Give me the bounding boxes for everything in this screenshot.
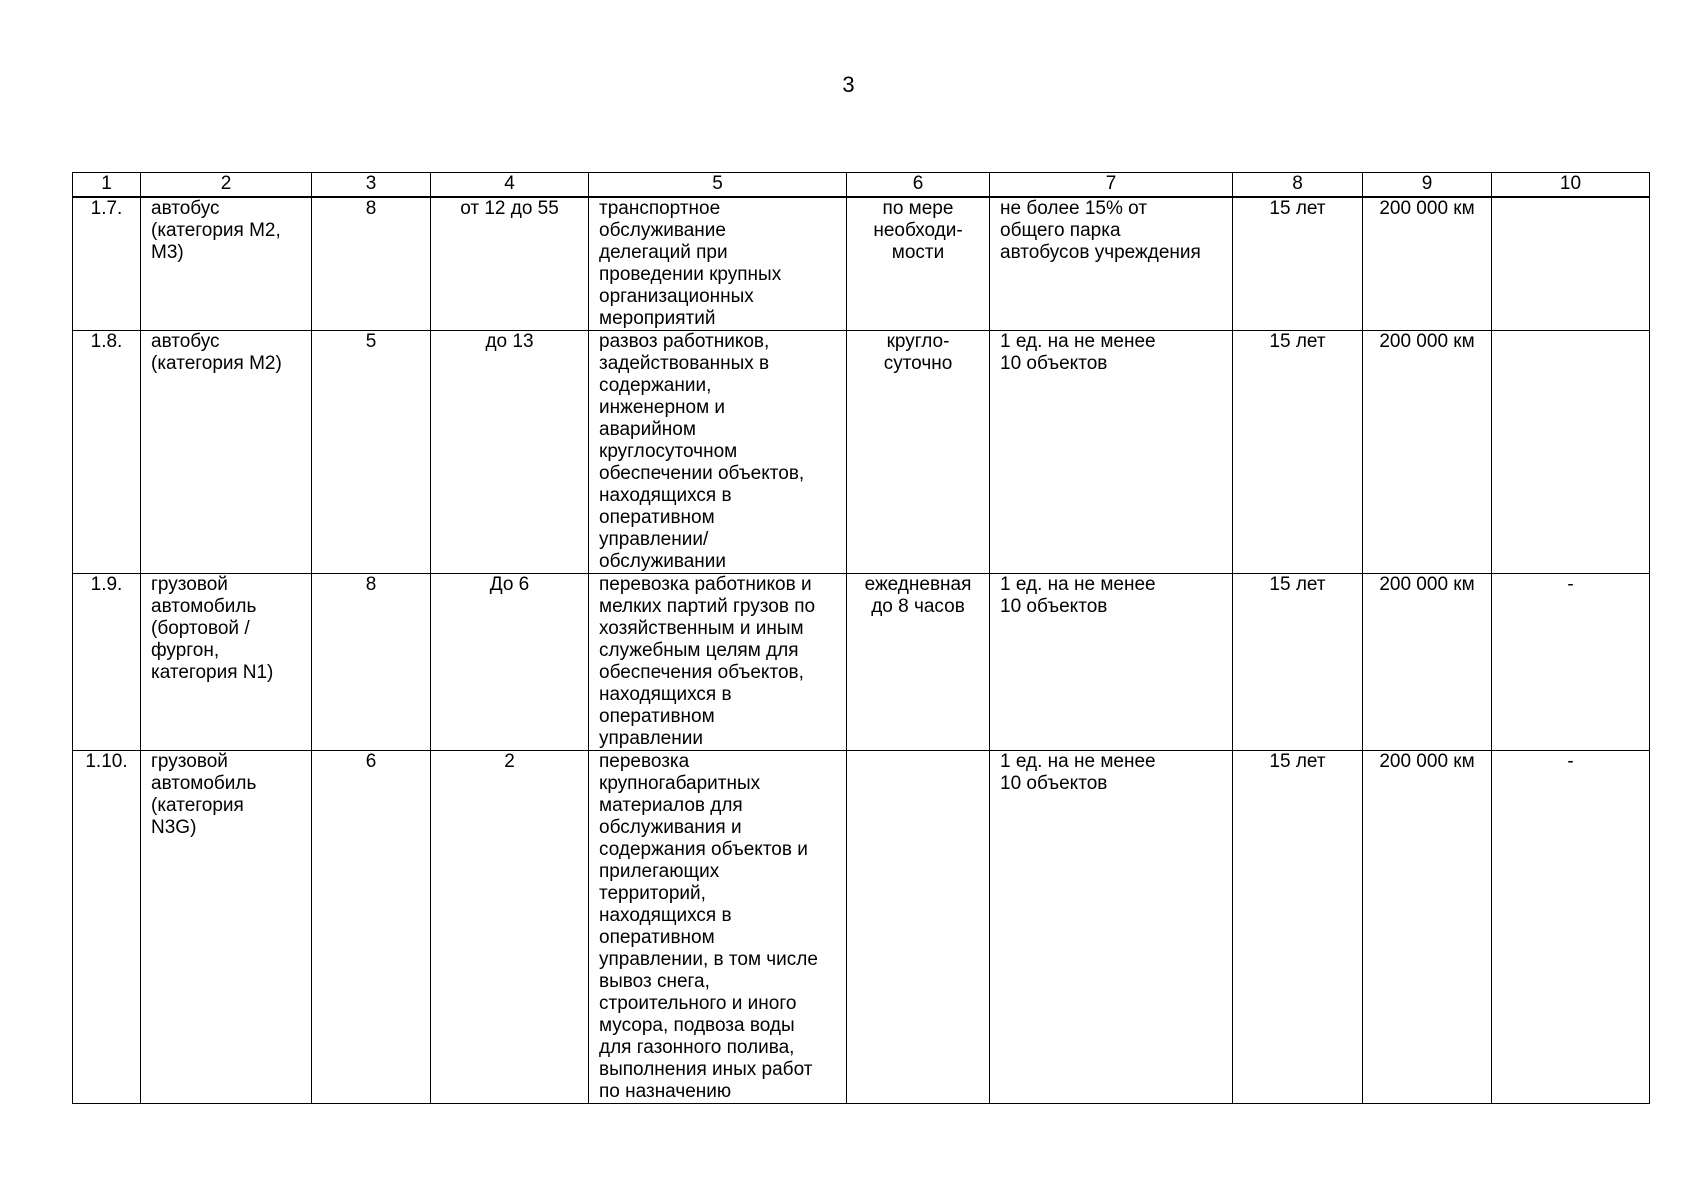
column-header: 10: [1492, 173, 1650, 198]
table-header-row: [73, 173, 1650, 198]
note-cell: -: [1492, 751, 1650, 1104]
vehicle-type-cell: автобус (категория М2, М3): [141, 197, 312, 331]
mileage-cell: 200 000 км: [1363, 574, 1492, 751]
column-header: 8: [1233, 173, 1363, 198]
service-life-cell: 15 лет: [1233, 751, 1363, 1104]
usage-mode-cell: ежедневная до 8 часов: [847, 574, 990, 751]
column-header: 5: [589, 173, 847, 198]
service-life-cell: 15 лет: [1233, 574, 1363, 751]
row-number-cell: 1.10.: [73, 751, 141, 1104]
note-cell: -: [1492, 574, 1650, 751]
quantity-cell: 5: [312, 331, 431, 574]
column-header: 9: [1363, 173, 1492, 198]
row-number-cell: 1.9.: [73, 574, 141, 751]
row-number-cell: 1.8.: [73, 331, 141, 574]
page-number: 3: [842, 72, 855, 97]
service-life-cell: 15 лет: [1233, 197, 1363, 331]
norm-cell: 1 ед. на не менее 10 объектов: [990, 331, 1233, 574]
vehicle-norms-table: [72, 172, 1650, 1104]
vehicle-type-cell: автобус (категория М2): [141, 331, 312, 574]
purpose-cell: перевозка работников и мелких партий грузов по хозяйственным и иным служебным целям для обеспечения объектов, находящихся в оперативном управлении: [589, 574, 847, 751]
purpose-cell: транспортное обслуживание делегаций при проведении крупных организационных мероприятий: [589, 197, 847, 331]
row-number-cell: 1.7.: [73, 197, 141, 331]
table-row: [73, 751, 1650, 1104]
mileage-cell: 200 000 км: [1363, 331, 1492, 574]
column-header: 4: [431, 173, 589, 198]
vehicle-type-cell: грузовой автомобиль (категория N3G): [141, 751, 312, 1104]
usage-mode-cell: кругло- суточно: [847, 331, 990, 574]
quantity-cell: 8: [312, 197, 431, 331]
norm-cell: не более 15% от общего парка автобусов учреждения: [990, 197, 1233, 331]
capacity-cell: 2: [431, 751, 589, 1104]
service-life-cell: 15 лет: [1233, 331, 1363, 574]
usage-mode-cell: [847, 751, 990, 1104]
note-cell: [1492, 331, 1650, 574]
capacity-cell: до 13: [431, 331, 589, 574]
column-header: 3: [312, 173, 431, 198]
column-header: 1: [73, 173, 141, 198]
quantity-cell: 6: [312, 751, 431, 1104]
column-header: 2: [141, 173, 312, 198]
table-row: [73, 197, 1650, 331]
usage-mode-cell: по мере необходи- мости: [847, 197, 990, 331]
note-cell: [1492, 197, 1650, 331]
table-row: [73, 331, 1650, 574]
purpose-cell: развоз работников, задействованных в содержании, инженерном и аварийном круглосуточном обеспечении объектов, находящихся в оперативном управлении/ обслуживании: [589, 331, 847, 574]
capacity-cell: До 6: [431, 574, 589, 751]
quantity-cell: 8: [312, 574, 431, 751]
norm-cell: 1 ед. на не менее 10 объектов: [990, 751, 1233, 1104]
capacity-cell: от 12 до 55: [431, 197, 589, 331]
column-header: 6: [847, 173, 990, 198]
mileage-cell: 200 000 км: [1363, 751, 1492, 1104]
table-row: [73, 574, 1650, 751]
purpose-cell: перевозка крупногабаритных материалов для обслуживания и содержания объектов и прилегающих территорий, находящихся в оперативном управлении, в том числе вывоз снега, строительного и иного мусора, подвоза воды для газонного полива, выполнения иных работ по назначению: [589, 751, 847, 1104]
column-header: 7: [990, 173, 1233, 198]
vehicle-type-cell: грузовой автомобиль (бортовой / фургон, категория N1): [141, 574, 312, 751]
norm-cell: 1 ед. на не менее 10 объектов: [990, 574, 1233, 751]
mileage-cell: 200 000 км: [1363, 197, 1492, 331]
